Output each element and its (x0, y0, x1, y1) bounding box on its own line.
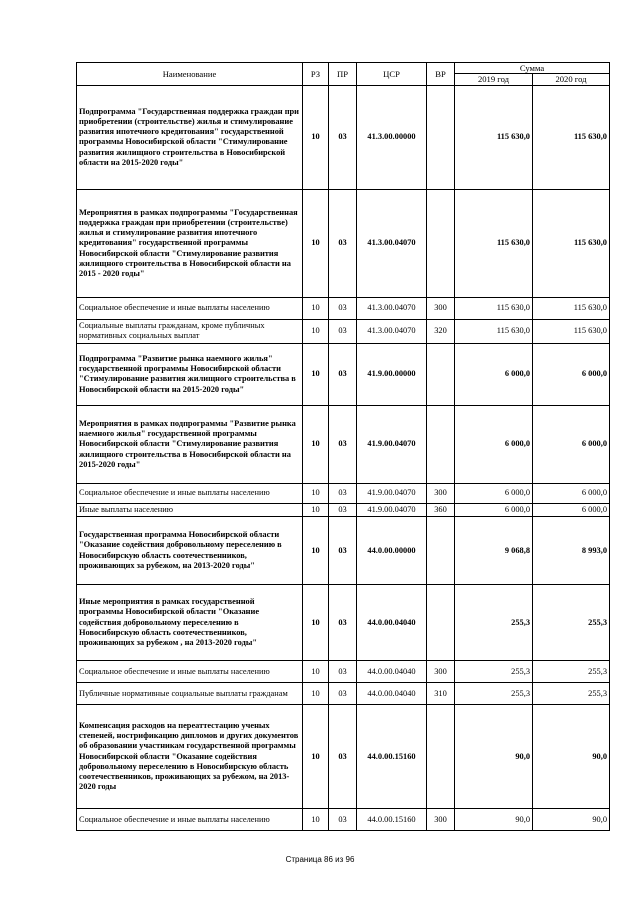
cell-csr: 44.0.00.04040 (357, 661, 427, 683)
header-rz: РЗ (303, 63, 329, 86)
cell-name: Подпрограмма "Развитие рынка наемного жилья" государственной программы Новосибирской области "Стимулирование развития жилищного строительства в Новосибирской области на 2015-2020 годы" (77, 343, 303, 405)
cell-sum-2019: 6 000,0 (455, 483, 533, 503)
cell-sum-2020: 6 000,0 (533, 343, 610, 405)
cell-csr: 41.3.00.04070 (357, 297, 427, 319)
cell-rz: 10 (303, 705, 329, 809)
cell-sum-2020: 115 630,0 (533, 319, 610, 343)
header-vr: ВР (427, 63, 455, 86)
cell-name: Социальное обеспечение и иные выплаты населению (77, 661, 303, 683)
cell-rz: 10 (303, 189, 329, 297)
cell-csr: 44.0.00.04040 (357, 683, 427, 705)
cell-pr: 03 (329, 683, 357, 705)
cell-name: Подпрограмма "Государственная поддержка граждан при приобретении (строительстве) жилья и стимулирование развития ипотечного кредитования" государственной программы Новосибирской области "Стимулирование развития жилищного строительства в Новосибирской области на 2015-2020 годы" (77, 85, 303, 189)
cell-sum-2020: 255,3 (533, 585, 610, 661)
cell-sum-2020: 115 630,0 (533, 297, 610, 319)
header-sum: Сумма (455, 63, 610, 74)
cell-vr: 300 (427, 483, 455, 503)
cell-name: Иные мероприятия в рамках государственной программы Новосибирской области "Оказание содействия добровольному переселению в Новосибирскую область соотечественников, проживающих за рубежом , на 2013-2020 годы" (77, 585, 303, 661)
cell-rz: 10 (303, 517, 329, 585)
cell-name: Публичные нормативные социальные выплаты гражданам (77, 683, 303, 705)
table-row (77, 297, 610, 319)
cell-sum-2020: 6 000,0 (533, 503, 610, 516)
cell-pr: 03 (329, 661, 357, 683)
cell-rz: 10 (303, 297, 329, 319)
cell-sum-2020: 115 630,0 (533, 85, 610, 189)
cell-vr (427, 705, 455, 809)
cell-csr: 41.9.00.04070 (357, 483, 427, 503)
cell-pr: 03 (329, 405, 357, 483)
cell-pr: 03 (329, 705, 357, 809)
cell-vr: 300 (427, 661, 455, 683)
cell-rz: 10 (303, 319, 329, 343)
cell-sum-2019: 6 000,0 (455, 405, 533, 483)
cell-sum-2019: 6 000,0 (455, 343, 533, 405)
cell-csr: 44.0.00.15160 (357, 705, 427, 809)
table-row (77, 319, 610, 343)
cell-rz: 10 (303, 483, 329, 503)
cell-vr (427, 189, 455, 297)
header-name: Наименование (77, 63, 303, 86)
cell-pr: 03 (329, 809, 357, 831)
cell-sum-2019: 255,3 (455, 683, 533, 705)
cell-sum-2019: 255,3 (455, 585, 533, 661)
cell-sum-2020: 90,0 (533, 705, 610, 809)
cell-rz: 10 (303, 85, 329, 189)
table-row (77, 683, 610, 705)
cell-csr: 44.0.00.04040 (357, 585, 427, 661)
cell-vr: 300 (427, 297, 455, 319)
cell-rz: 10 (303, 809, 329, 831)
cell-csr: 44.0.00.15160 (357, 809, 427, 831)
table-row (77, 517, 610, 585)
cell-sum-2020: 8 993,0 (533, 517, 610, 585)
cell-pr: 03 (329, 189, 357, 297)
table-header (77, 63, 610, 86)
cell-name: Компенсация расходов на переаттестацию ученых степеней, нострификацию дипломов и других документов об образовании участникам государственной программы Новосибирской области "Оказание содействия добровольному переселению в Новосибирскую область соотечественников, проживающих за рубежом, на 2013-2020 годы (77, 705, 303, 809)
cell-pr: 03 (329, 85, 357, 189)
cell-sum-2019: 9 068,8 (455, 517, 533, 585)
cell-sum-2020: 255,3 (533, 683, 610, 705)
cell-vr: 360 (427, 503, 455, 516)
cell-name: Социальное обеспечение и иные выплаты населению (77, 809, 303, 831)
cell-vr: 310 (427, 683, 455, 705)
cell-rz: 10 (303, 405, 329, 483)
cell-sum-2019: 115 630,0 (455, 319, 533, 343)
table-row (77, 343, 610, 405)
cell-sum-2019: 115 630,0 (455, 189, 533, 297)
table-row (77, 503, 610, 516)
cell-sum-2020: 115 630,0 (533, 189, 610, 297)
page-footer: Страница 86 из 96 (285, 855, 355, 864)
cell-sum-2020: 6 000,0 (533, 483, 610, 503)
cell-pr: 03 (329, 297, 357, 319)
cell-sum-2019: 90,0 (455, 809, 533, 831)
cell-sum-2020: 6 000,0 (533, 405, 610, 483)
cell-csr: 41.9.00.04070 (357, 405, 427, 483)
cell-name: Социальные выплаты гражданам, кроме публичных нормативных социальных выплат (77, 319, 303, 343)
cell-rz: 10 (303, 503, 329, 516)
cell-name: Иные выплаты населению (77, 503, 303, 516)
cell-csr: 41.9.00.00000 (357, 343, 427, 405)
table-body (77, 85, 610, 830)
cell-csr: 41.3.00.04070 (357, 189, 427, 297)
cell-pr: 03 (329, 585, 357, 661)
header-csr: ЦСР (357, 63, 427, 86)
cell-name: Мероприятия в рамках подпрограммы "Развитие рынка наемного жилья" государственной программы Новосибирской области "Стимулирование развития жилищного строительства в Новосибирской области на 2015-2020 годы" (77, 405, 303, 483)
cell-pr: 03 (329, 319, 357, 343)
cell-rz: 10 (303, 585, 329, 661)
cell-name: Социальное обеспечение и иные выплаты населению (77, 483, 303, 503)
table-row (77, 809, 610, 831)
table-row (77, 189, 610, 297)
cell-sum-2019: 115 630,0 (455, 297, 533, 319)
cell-rz: 10 (303, 661, 329, 683)
table-row (77, 661, 610, 683)
cell-name: Социальное обеспечение и иные выплаты населению (77, 297, 303, 319)
table-row (77, 585, 610, 661)
cell-vr (427, 585, 455, 661)
cell-sum-2019: 90,0 (455, 705, 533, 809)
header-year-2019: 2019 год (455, 74, 533, 85)
header-year-2020: 2020 год (533, 74, 610, 85)
cell-vr (427, 517, 455, 585)
table-row (77, 705, 610, 809)
cell-vr (427, 405, 455, 483)
cell-csr: 44.0.00.00000 (357, 517, 427, 585)
cell-sum-2019: 255,3 (455, 661, 533, 683)
cell-pr: 03 (329, 503, 357, 516)
cell-vr (427, 343, 455, 405)
cell-sum-2019: 115 630,0 (455, 85, 533, 189)
cell-csr: 41.3.00.00000 (357, 85, 427, 189)
cell-sum-2020: 90,0 (533, 809, 610, 831)
table-row (77, 483, 610, 503)
header-pr: ПР (329, 63, 357, 86)
cell-name: Мероприятия в рамках подпрограммы "Государственная поддержка граждан при приобретении (строительстве) жилья и стимулирование развития ипотечного кредитования" государственной программы Новосибирской области "Стимулирование развития жилищного строительства в Новосибирской области на 2015 - 2020 годы" (77, 189, 303, 297)
budget-table (76, 62, 610, 831)
cell-pr: 03 (329, 483, 357, 503)
cell-name: Государственная программа Новосибирской области "Оказание содействия добровольному переселению в Новосибирскую область соотечественников, проживающих за рубежом, на 2013-2020 годы" (77, 517, 303, 585)
table-row (77, 405, 610, 483)
cell-sum-2019: 6 000,0 (455, 503, 533, 516)
table-row (77, 85, 610, 189)
cell-pr: 03 (329, 517, 357, 585)
cell-rz: 10 (303, 343, 329, 405)
cell-csr: 41.3.00.04070 (357, 319, 427, 343)
cell-vr: 320 (427, 319, 455, 343)
cell-sum-2020: 255,3 (533, 661, 610, 683)
cell-vr: 300 (427, 809, 455, 831)
cell-vr (427, 85, 455, 189)
cell-pr: 03 (329, 343, 357, 405)
cell-rz: 10 (303, 683, 329, 705)
cell-csr: 41.9.00.04070 (357, 503, 427, 516)
